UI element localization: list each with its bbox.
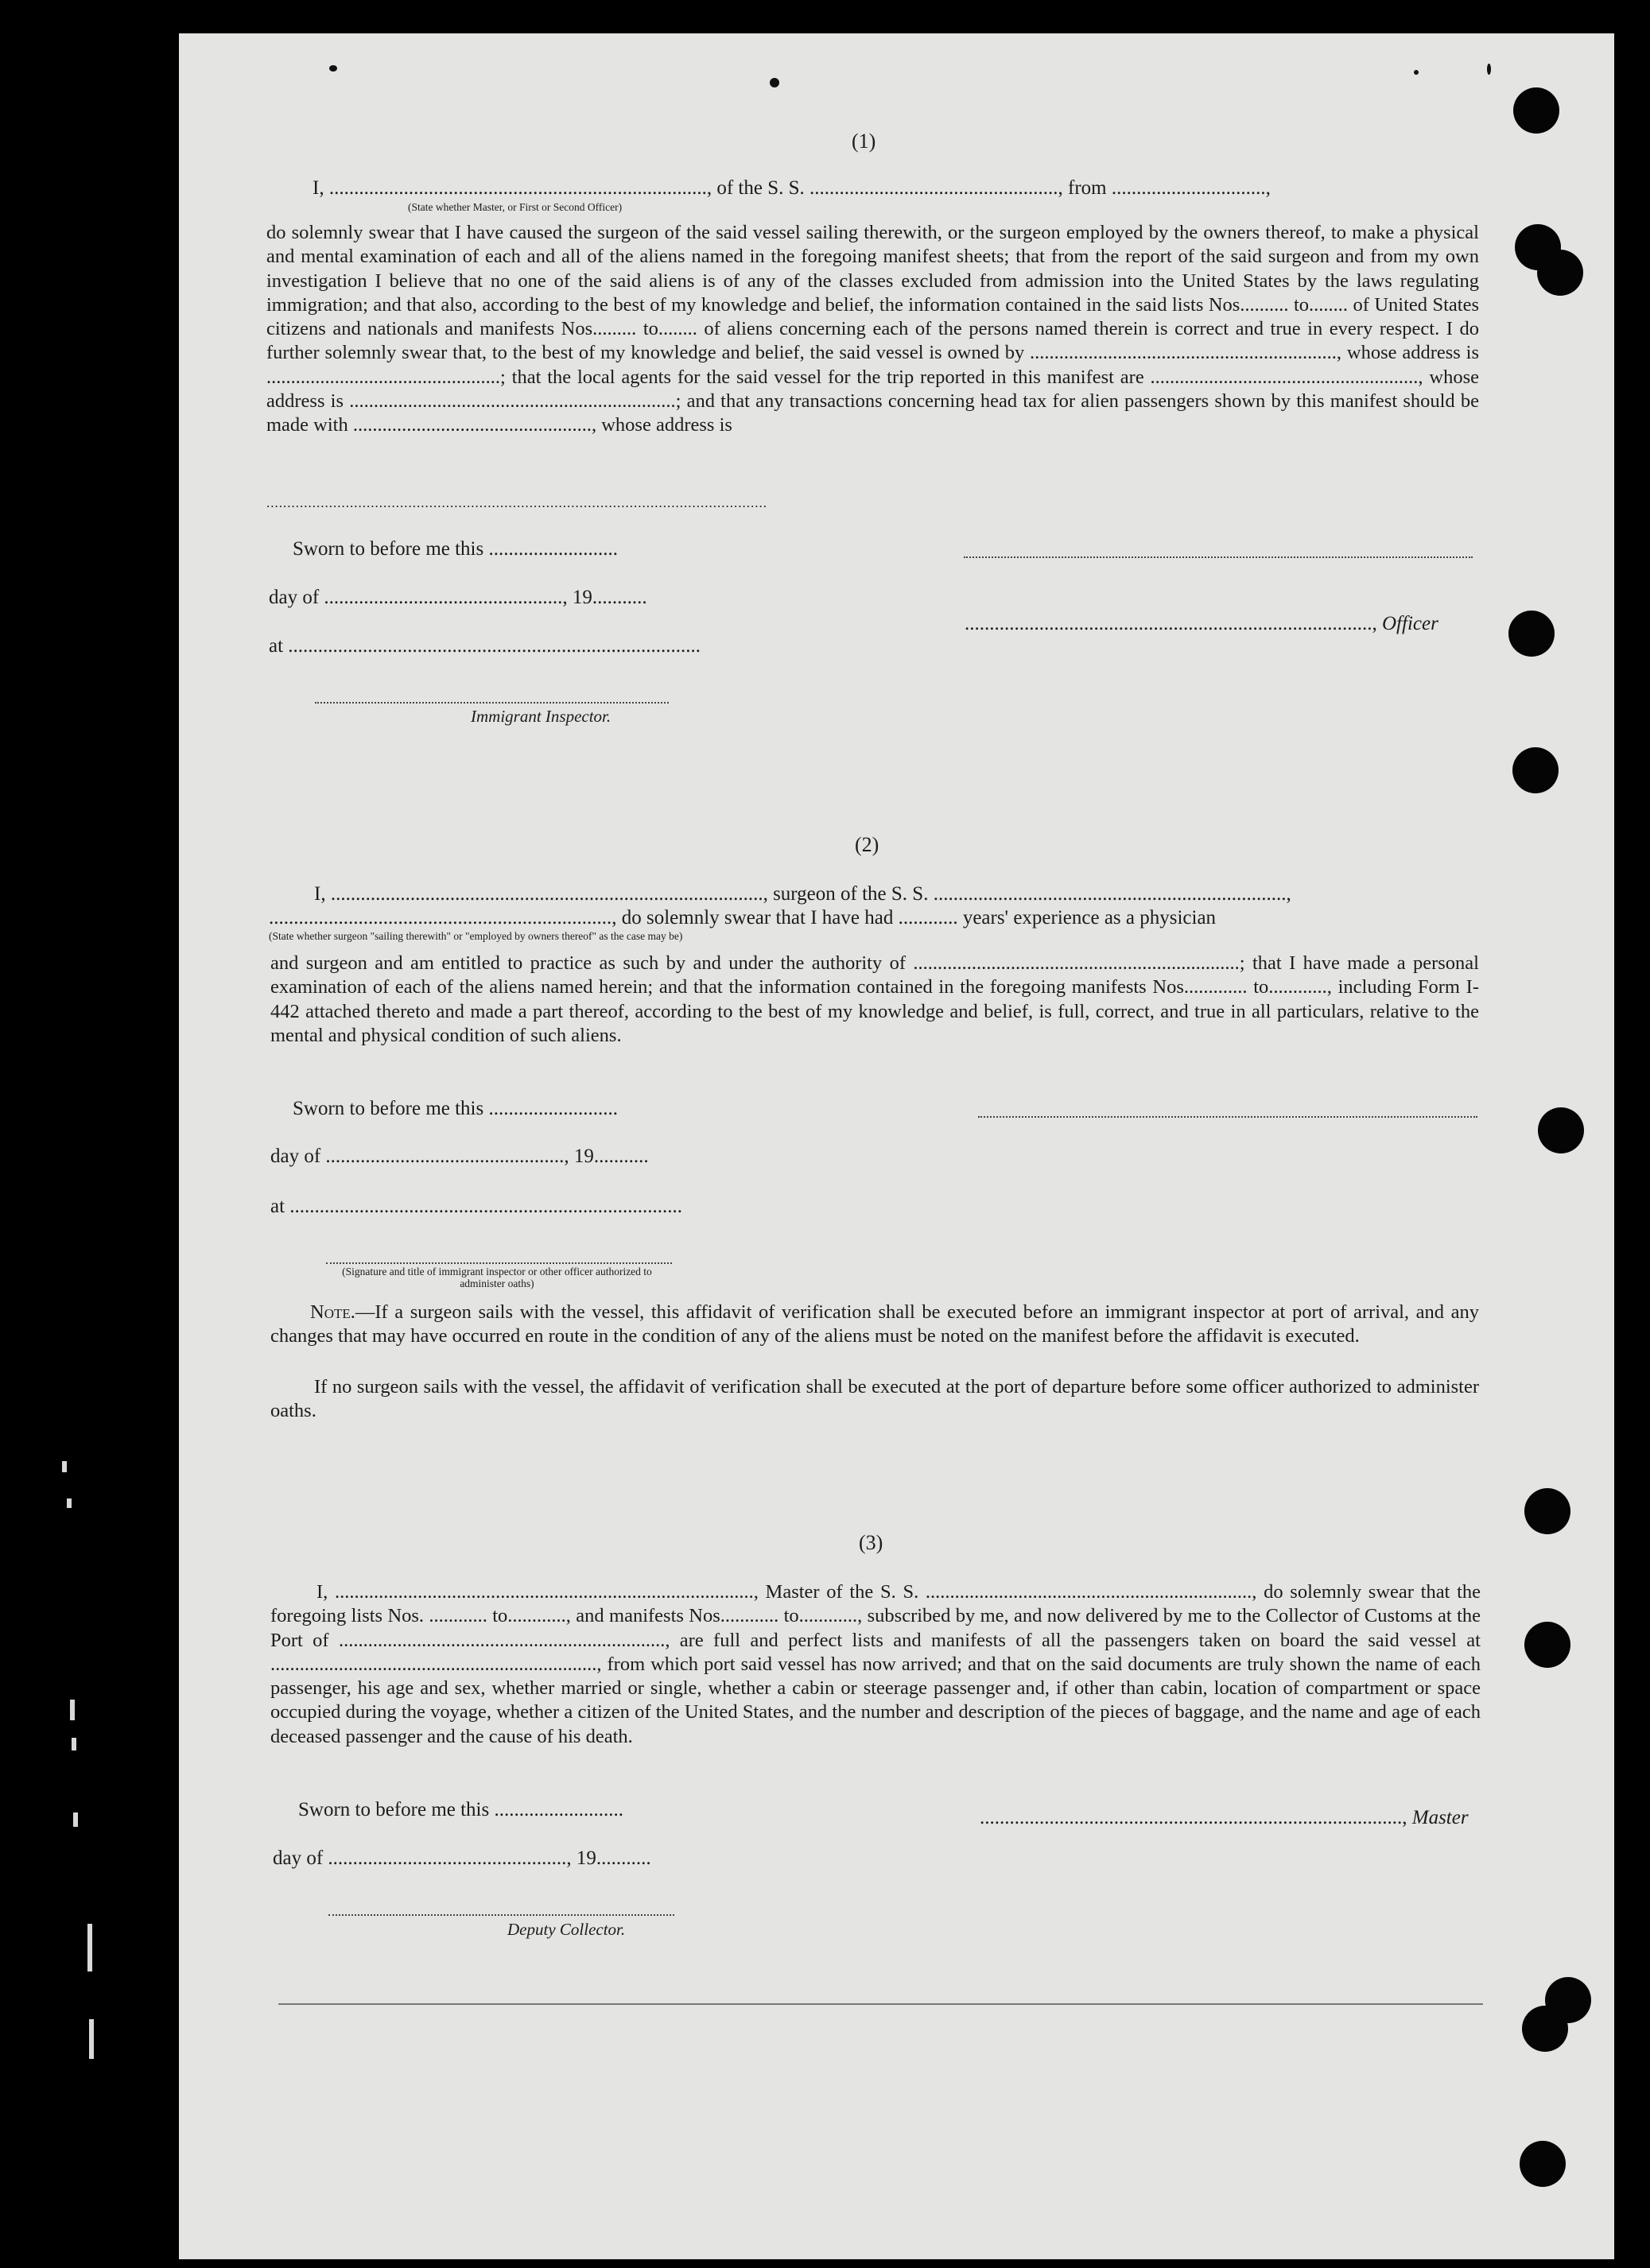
section-1-officer: .................................................................................., Officer xyxy=(965,613,1438,634)
edge-mark xyxy=(62,1461,67,1472)
ink-speck xyxy=(1487,64,1491,75)
ink-speck xyxy=(329,65,337,72)
edge-mark xyxy=(73,1812,78,1827)
section-3-collector-title: Deputy Collector. xyxy=(507,1920,626,1939)
section-2-note-2: If no surgeon sails with the vessel, the affidavit of verification shall be executed at the port of departure before some officer authorized to administer oaths. xyxy=(270,1376,1479,1422)
section-2-at: at ............................................................................... xyxy=(270,1196,683,1217)
section-1-inspector-title: Immigrant Inspector. xyxy=(471,707,611,726)
section-3-day: day of ................................................, 19........... xyxy=(273,1847,651,1869)
section-3-heading: (3) xyxy=(859,1531,883,1554)
section-2-note xyxy=(270,1301,1479,1349)
section-1-oath-paragraph: do solemnly swear that I have caused the surgeon of the said vessel sailing therewith, or the surgeon employed by the owners thereof, to make a physical and mental examination of each and all of the aliens named in the foregoing manifest sheets; that from the report of the said surgeon and from my own investigation I believe that no one of the said aliens is of any of the classes excluded from admission into the United States by the laws regulating immigration; and that also, according to the best of my knowledge and belief, the information contained in the said lists Nos.......... to........ of United States citizens and nationals and manifests Nos......... to........ of aliens concerning each of the persons named therein is correct and true in every respect. I do further solemnly swear that, to the best of my knowledge and belief, the said vessel is owned by ..............................................................., whose address is ................................................; that the local agents for the said vessel for the trip reported in this manifest are ......................................................., whose address is ...................................................................; and that any transactions concerning head tax for alien passengers shown by this manifest should be made with ................................................., whose address is xyxy=(266,222,1479,436)
note-text: —If a surgeon sails with the vessel, this affidavit of verification shall be executed before an immigrant inspector at port of arrival, and any changes that may have occurred en route in the condition of any of the aliens must be noted on the manifest before the affidavit is executed. xyxy=(270,1301,1479,1347)
bottom-rule xyxy=(278,2003,1483,2005)
edge-mark xyxy=(87,1924,92,1971)
section-2-surgeon-signature-line xyxy=(978,1116,1477,1118)
punch-hole-1 xyxy=(1513,87,1559,134)
punch-hole-4 xyxy=(1508,611,1555,657)
punch-hole-3 xyxy=(1537,250,1583,296)
section-3-master-role: Master xyxy=(1411,1807,1469,1828)
section-1-heading: (1) xyxy=(852,130,876,153)
edge-mark xyxy=(89,2019,94,2059)
section-1-sworn: Sworn to before me this .......................... xyxy=(293,538,618,560)
section-1-officer-signature-line-upper xyxy=(964,556,1473,558)
section-1-officer-note: (State whether Master, or First or Second Officer) xyxy=(408,201,623,213)
section-2-day: day of ................................................, 19........... xyxy=(270,1146,649,1167)
punch-hole-8 xyxy=(1524,1622,1570,1668)
section-2-sworn: Sworn to before me this .......................... xyxy=(293,1098,618,1119)
section-2-oath-paragraph: and surgeon and am entitled to practice as such by and under the authority of ...................................................................; that I have made a personal examination of each of the aliens named herein; and that the information contained in the foregoing manifests Nos............. to............, including Form I-442 attached thereto and made a part thereof, according to the best of my knowledge and belief, is full, correct, and true in all particulars, relative to the mental and physical condition of such aliens. xyxy=(270,952,1479,1046)
section-3-master: ....................................................................................., Master xyxy=(980,1807,1469,1828)
section-3-sworn: Sworn to before me this .......................... xyxy=(298,1799,623,1820)
ink-speck xyxy=(770,78,779,87)
section-2-heading: (2) xyxy=(855,833,879,856)
section-2-inspector-signature-line xyxy=(326,1262,672,1264)
section-1-inspector-signature-line xyxy=(315,702,669,704)
edge-mark xyxy=(70,1700,75,1720)
punch-hole-11 xyxy=(1520,2141,1566,2187)
section-2-signature-note: (Signature and title of immigrant inspector or other officer authorized to administer oaths) xyxy=(342,1266,652,1289)
section-1-day: day of ................................................, 19........... xyxy=(269,587,647,608)
punch-hole-10 xyxy=(1522,2006,1568,2052)
edge-mark xyxy=(67,1498,72,1508)
punch-hole-7 xyxy=(1524,1488,1570,1534)
edge-mark xyxy=(72,1738,76,1750)
section-3-collector-signature-line xyxy=(328,1914,674,1916)
section-1-address-line: ........................................................................................................................ xyxy=(266,495,767,510)
section-2-surgeon-note: (State whether surgeon "sailing therewith" or "employed by owners thereof" as the case may be) xyxy=(269,930,683,942)
ink-speck xyxy=(1414,70,1419,75)
punch-hole-5 xyxy=(1512,747,1559,793)
punch-hole-6 xyxy=(1538,1107,1584,1153)
section-1-at: at ................................................................................... xyxy=(269,635,701,657)
section-2-experience-line: ....................................................................., do solemnly swear that I have had ............ years' experience as a physician xyxy=(269,907,1217,929)
section-1-officer-line: I, ............................................................................, of the S. S. .................................................., from ..............................., xyxy=(313,177,1271,199)
note-label: Note. xyxy=(310,1301,355,1323)
section-3-oath-paragraph: I, ......................................................................................, Master of the S. S. ..................................................................., do solemnly swear that the foregoing lists Nos. ............ to............, and manifests Nos............ to............, subscribed by me, and now delivered by me to the Collector of Customs at the Port of ..................................................................., are full and perfect lists and manifests of all the passengers taken on board the said vessel at ..................................................................., from which port said vessel has now arrived; and that on the said documents are truly shown the name of each passenger, his age and sex, whether married or single, whether a cabin or steerage passenger and, if other than cabin, location of compartment or space occupied during the voyage, whether a citizen of the United States, and the number and description of the pieces of baggage, and the name and age of each deceased passenger and the cause of his death. xyxy=(270,1581,1481,1747)
section-1-officer-role: Officer xyxy=(1382,613,1438,634)
section-2-surgeon-line: I, ......................................................................................., surgeon of the S. S. ......................................................................., xyxy=(314,883,1291,905)
